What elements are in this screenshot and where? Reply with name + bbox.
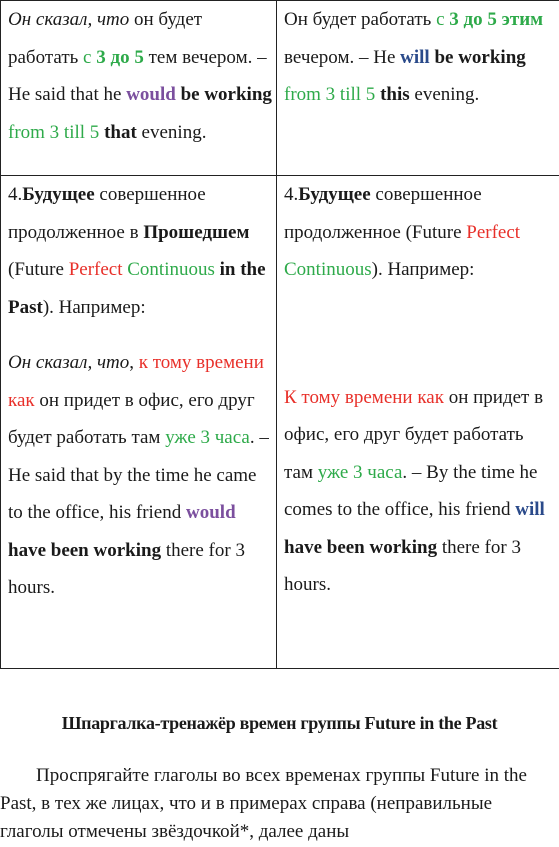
text-fragment: Perfect xyxy=(466,221,521,243)
instruction-paragraph: Проспрягайте глаголы во всех временах группы Future in the Past, в тех же лицах, что и в примерах справа (неправильные глаголы отмечены звёздочкой*, далее даны xyxy=(0,765,527,842)
text-fragment: Будущее xyxy=(22,184,95,205)
text-fragment: Он будет работать xyxy=(284,9,437,30)
text-fragment: would xyxy=(126,84,176,105)
text-fragment: к тому времени как xyxy=(8,352,264,411)
text-fragment: совершенное продолженное в xyxy=(8,184,206,243)
text-fragment: , xyxy=(129,352,139,373)
cell-past-example xyxy=(1,1,277,176)
text-fragment: 4. xyxy=(284,184,299,205)
text-fragment: тем вечером. – He said that he xyxy=(8,46,267,105)
text-fragment: уже 3 часа xyxy=(165,427,250,448)
text-fragment: (Future xyxy=(8,259,69,280)
text-fragment: Continuous xyxy=(284,259,372,280)
text-fragment: он будет работать xyxy=(8,9,203,68)
text-fragment: have been working xyxy=(8,539,162,561)
table-row xyxy=(1,1,559,176)
text-fragment: would xyxy=(186,502,236,523)
text-fragment: from 3 till 5 xyxy=(8,121,100,143)
text-fragment: . – By the time he comes to the office, his friend xyxy=(284,461,538,520)
text-fragment: that xyxy=(104,121,137,143)
text-fragment: вечером. – He xyxy=(284,46,401,68)
text-fragment: 3 до 5 xyxy=(96,46,144,68)
text-fragment: он придет в офис, его друг будет работать там xyxy=(284,386,544,483)
text-fragment: Perfect xyxy=(68,259,123,280)
text-fragment: will xyxy=(515,499,545,520)
text-fragment: с xyxy=(436,9,450,30)
text-fragment: уже 3 часа xyxy=(317,461,403,483)
cell-future-perfect-continuous xyxy=(277,176,559,669)
text-fragment: there for 3 hours. xyxy=(284,536,521,595)
text-fragment: этим xyxy=(501,9,544,30)
text-fragment: evening. xyxy=(136,121,207,143)
text-fragment: ). Например: xyxy=(42,296,146,318)
text-fragment: in the Past xyxy=(8,259,266,318)
text-fragment: 4. xyxy=(8,184,23,205)
text-fragment: be working xyxy=(434,46,526,68)
text-fragment: Он сказал, что xyxy=(8,9,130,30)
text-fragment: Он сказал, что xyxy=(8,352,130,373)
text-fragment: have been working xyxy=(284,536,438,558)
text-fragment: there for 3 hours. xyxy=(8,539,245,598)
cell-future-perfect-continuous-in-past xyxy=(1,176,277,669)
text-fragment: Прошедшем xyxy=(143,221,250,243)
section-heading: Шпаргалка-тренажёр времен группы Future in the Past xyxy=(61,713,498,733)
text-fragment: с xyxy=(83,46,97,68)
text-fragment: совершенное продолженное (Future xyxy=(284,184,482,243)
text-fragment: К тому времени как xyxy=(284,386,444,408)
text-fragment: он придет в офис, его друг будет работать там xyxy=(8,389,255,448)
text-fragment: Будущее xyxy=(298,184,371,205)
paragraph-gap xyxy=(8,326,272,344)
text-fragment: this xyxy=(380,84,410,105)
text-fragment: Continuous xyxy=(127,259,215,280)
text-fragment: 3 до 5 xyxy=(449,9,497,30)
text-fragment: be working xyxy=(180,84,272,105)
text-fragment: evening. xyxy=(409,84,480,105)
text-fragment: ). Например: xyxy=(371,259,475,280)
text-fragment: will xyxy=(400,46,430,68)
paragraph-gap xyxy=(284,289,555,379)
text-fragment: from 3 till 5 xyxy=(284,84,376,105)
cell-present-example xyxy=(277,1,559,176)
table-row xyxy=(1,176,559,669)
text-fragment: . – He said that by the time he came to the office, his friend xyxy=(8,427,269,523)
